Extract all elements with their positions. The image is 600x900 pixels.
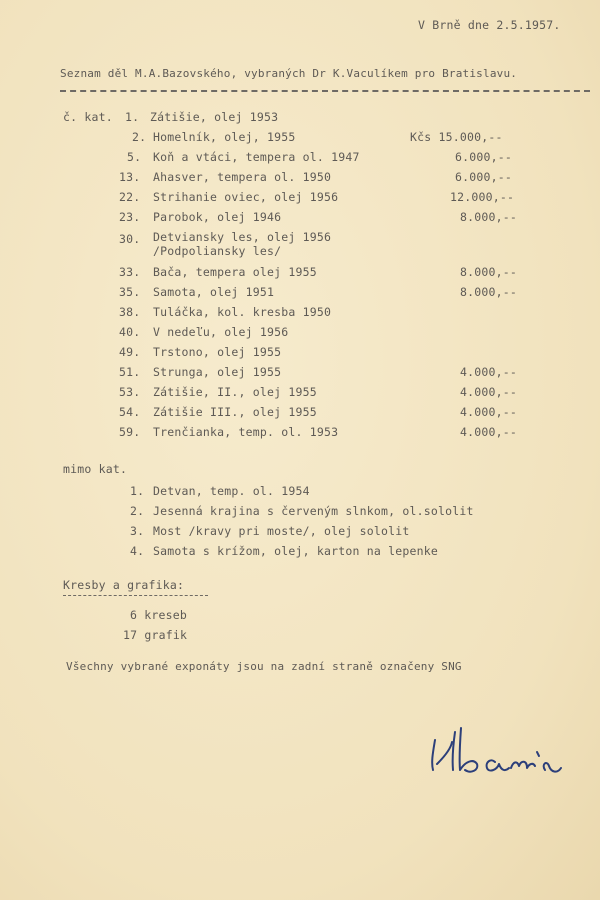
item-title: Detviansky les, olej 1956 [153, 230, 332, 244]
item-title: Detvan, temp. ol. 1954 [153, 484, 310, 498]
item-title: Homelník, olej, 1955 [153, 130, 296, 144]
item-title: Jesenná krajina s červeným slnkom, ol.sololit [153, 504, 474, 518]
item-number: 53. [119, 385, 141, 399]
item-title: Ahasver, tempera ol. 1950 [153, 170, 332, 184]
catalogue-label: č. kat. [63, 110, 113, 124]
item-title: Trenčianka, temp. ol. 1953 [153, 425, 339, 439]
item-title: Zátišie, olej 1953 [150, 110, 279, 124]
footer-note: Všechny vybrané exponáty jsou na zadní straně označeny SNG [66, 660, 462, 673]
item-title: V nedeľu, olej 1956 [153, 325, 289, 339]
item-number: 2. [130, 504, 145, 518]
item-price: 8.000,-- [460, 265, 517, 279]
item-price: 4.000,-- [460, 365, 517, 379]
item-title: Bača, tempera olej 1955 [153, 265, 317, 279]
item-price: 4.000,-- [460, 385, 517, 399]
item-number: 38. [119, 305, 141, 319]
drawings-underline [63, 595, 208, 596]
item-number: 3. [130, 524, 145, 538]
item-number: 59. [119, 425, 141, 439]
item-number: 1. [130, 484, 145, 498]
signature [425, 718, 575, 788]
item-price: 6.000,-- [455, 170, 512, 184]
item-number: 30. [119, 232, 141, 246]
item-price: 4.000,-- [460, 405, 517, 419]
item-price: 6.000,-- [455, 150, 512, 164]
item-title: Samota, olej 1951 [153, 285, 275, 299]
item-number: 40. [119, 325, 141, 339]
item-title: Samota s krížom, olej, karton na lepenke [153, 544, 438, 558]
item-number: 5. [127, 150, 142, 164]
document-title: Seznam děl M.A.Bazovského, vybraných Dr K.Vaculíkem pro Bratislavu. [60, 67, 518, 80]
item-price: 8.000,-- [460, 285, 517, 299]
item-price: 8.000,-- [460, 210, 517, 224]
item-number: 51. [119, 365, 141, 379]
item-title: Strihanie oviec, olej 1956 [153, 190, 339, 204]
item-title: Trstono, olej 1955 [153, 345, 282, 359]
list-item: 17 grafik [123, 628, 188, 642]
title-underline [60, 90, 590, 92]
item-number: 33. [119, 265, 141, 279]
item-title: Zátišie, II., olej 1955 [153, 385, 317, 399]
item-title: Strunga, olej 1955 [153, 365, 282, 379]
item-title: Most /kravy pri moste/, olej sololit [153, 524, 410, 538]
item-title: Koň a vtáci, tempera ol. 1947 [153, 150, 360, 164]
item-number: 35. [119, 285, 141, 299]
list-item: 6 kreseb [130, 608, 187, 622]
item-number: 13. [119, 170, 141, 184]
item-title: Zátišie III., olej 1955 [153, 405, 317, 419]
item-title: Parobok, olej 1946 [153, 210, 282, 224]
item-number: 1. [125, 110, 140, 124]
item-title: Tuláčka, kol. kresba 1950 [153, 305, 332, 319]
item-number: 2. [132, 130, 147, 144]
item-price: 12.000,-- [450, 190, 515, 204]
item-number: 22. [119, 190, 141, 204]
item-number: 49. [119, 345, 141, 359]
item-number: 4. [130, 544, 145, 558]
item-price: Kčs 15.000,-- [410, 130, 503, 144]
item-title: /Podpoliansky les/ [153, 244, 282, 258]
item-number: 54. [119, 405, 141, 419]
item-price: 4.000,-- [460, 425, 517, 439]
outside-label: mimo kat. [63, 462, 128, 476]
drawings-label: Kresby a grafika: [63, 578, 185, 592]
place-date: V Brně dne 2.5.1957. [418, 18, 561, 32]
item-number: 23. [119, 210, 141, 224]
